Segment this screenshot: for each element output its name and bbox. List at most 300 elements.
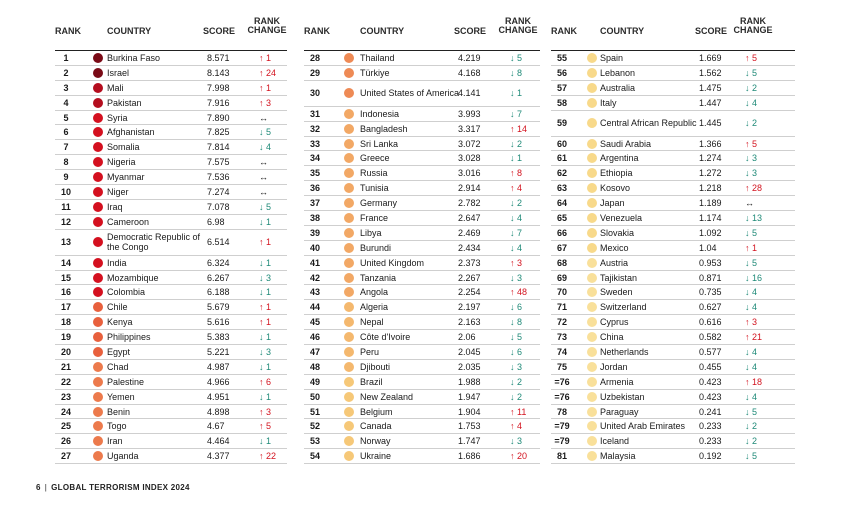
score-value: 1.947 <box>458 391 481 402</box>
rank-value: 24 <box>60 406 71 417</box>
table-row <box>304 256 540 271</box>
score-band-dot-icon <box>93 332 103 342</box>
score-value: 1.274 <box>699 153 722 164</box>
score-value: 0.735 <box>699 287 722 298</box>
table-header <box>304 14 540 50</box>
rank-change-value: ↓ 3 <box>510 436 523 447</box>
country-name: Cyprus <box>600 317 629 328</box>
score-value: 3.028 <box>458 153 481 164</box>
score-band-dot-icon <box>587 228 597 238</box>
table-row <box>55 405 287 420</box>
country-name: Iraq <box>107 201 123 212</box>
score-value: 4.898 <box>207 406 230 417</box>
score-band-dot-icon <box>344 362 354 372</box>
rank-value: 27 <box>60 451 71 462</box>
country-name: Russia <box>360 168 388 179</box>
country-name: Philippines <box>107 332 151 343</box>
country-name: Iceland <box>600 436 630 447</box>
country-name: Egypt <box>107 346 131 357</box>
score-value: 2.197 <box>458 302 481 313</box>
rank-value: 46 <box>309 332 320 343</box>
rank-value: 5 <box>63 112 69 123</box>
country-name: Brazil <box>360 376 383 387</box>
rank-value: 28 <box>309 52 320 63</box>
rank-change-value: ↓ 4 <box>745 287 758 298</box>
rank-value: 81 <box>556 451 567 462</box>
country-name: Syria <box>107 112 128 123</box>
score-value: 0.627 <box>699 302 722 313</box>
rank-value: 7 <box>63 142 69 153</box>
table-row <box>304 300 540 315</box>
country-name: Mozambique <box>107 272 159 283</box>
rank-change-value: ↓ 7 <box>510 108 523 119</box>
country-name: Switzerland <box>600 302 647 313</box>
score-band-dot-icon <box>587 139 597 149</box>
rank-change-value: ↓ 7 <box>510 227 523 238</box>
rank-change-value: ↓ 2 <box>510 376 523 387</box>
rank-change-value: ↔ <box>259 172 268 183</box>
country-name: Burundi <box>360 242 392 253</box>
score-band-dot-icon <box>587 317 597 327</box>
table-row <box>551 449 795 464</box>
rank-change-value: ↓ 5 <box>259 127 272 138</box>
rank-value: 69 <box>556 272 567 283</box>
score-value: 1.04 <box>699 242 717 253</box>
score-band-dot-icon <box>587 53 597 63</box>
score-band-dot-icon <box>93 237 103 247</box>
score-value: 4.464 <box>207 436 230 447</box>
country-name: Cameroon <box>107 216 150 227</box>
country-name: Palestine <box>107 376 145 387</box>
rank-value: 61 <box>556 153 567 164</box>
score-value: 2.434 <box>458 242 481 253</box>
score-value: 6.324 <box>207 257 230 268</box>
rank-value: 64 <box>556 198 567 209</box>
rank-value: 26 <box>60 436 71 447</box>
table-row <box>304 405 540 420</box>
country-name: Belgium <box>360 406 393 417</box>
table-row <box>551 226 795 241</box>
table-row <box>551 419 795 434</box>
rank-change-value: ↑ 20 <box>510 451 528 462</box>
rank-value: 11 <box>61 201 71 212</box>
rank-change-value: ↓ 3 <box>259 346 272 357</box>
score-value: 7.536 <box>207 172 230 183</box>
country-name: Yemen <box>107 391 135 402</box>
rank-change-value: ↓ 2 <box>745 436 758 447</box>
score-band-dot-icon <box>587 258 597 268</box>
country-name: Sri Lanka <box>360 138 399 149</box>
score-band-dot-icon <box>587 168 597 178</box>
rank-value: 39 <box>309 227 320 238</box>
score-value: 5.383 <box>207 332 230 343</box>
table-row <box>551 256 795 271</box>
score-value: 4.141 <box>458 88 481 99</box>
rank-change-value: ↓ 5 <box>745 257 758 268</box>
score-value: 1.904 <box>458 406 481 417</box>
rank-change-value: ↓ 5 <box>259 201 272 212</box>
score-band-dot-icon <box>93 142 103 152</box>
table-row <box>55 81 287 96</box>
score-band-dot-icon <box>93 53 103 63</box>
country-name: Bangladesh <box>360 123 408 134</box>
score-band-dot-icon <box>587 436 597 446</box>
rank-change-value: ↓ 1 <box>259 257 272 268</box>
table-row <box>304 330 540 345</box>
rank-change-value: ↓ 2 <box>510 391 523 402</box>
score-value: 1.174 <box>699 212 722 223</box>
score-band-dot-icon <box>587 392 597 402</box>
rank-value: 63 <box>556 183 567 194</box>
score-band-dot-icon <box>587 332 597 342</box>
country-name: Indonesia <box>360 108 400 119</box>
rank-value: 37 <box>309 198 320 209</box>
score-value: 1.747 <box>458 436 481 447</box>
table-row <box>304 196 540 211</box>
table-row <box>551 51 795 66</box>
table-row <box>304 81 540 107</box>
country-name: Chile <box>107 302 128 313</box>
country-name: Israel <box>107 67 130 78</box>
country-name: China <box>600 332 624 343</box>
rank-value: 14 <box>60 257 71 268</box>
table-row <box>551 181 795 196</box>
score-value: 2.045 <box>458 346 481 357</box>
country-name: Djibouti <box>360 361 391 372</box>
rank-value: 70 <box>556 287 567 298</box>
table-row <box>55 315 287 330</box>
score-band-dot-icon <box>344 139 354 149</box>
score-band-dot-icon <box>587 407 597 417</box>
rank-value: 42 <box>309 272 320 283</box>
rank-change-value: ↓ 1 <box>259 436 272 447</box>
country-name: Greece <box>360 153 390 164</box>
country-name: Tunisia <box>360 183 389 194</box>
score-band-dot-icon <box>93 377 103 387</box>
country-name: Democratic Republic of the Congo <box>107 232 201 253</box>
rank-change-value: ↓ 4 <box>745 97 758 108</box>
score-band-dot-icon <box>93 258 103 268</box>
table-row <box>551 96 795 111</box>
score-band-dot-icon <box>93 172 103 182</box>
rank-change-value: ↓ 13 <box>745 212 763 223</box>
rank-change-value: ↓ 4 <box>745 361 758 372</box>
rank-value: =76 <box>554 391 570 402</box>
rank-value: 3 <box>63 82 69 93</box>
rank-change-value: ↓ 5 <box>745 227 758 238</box>
score-band-dot-icon <box>344 124 354 134</box>
table-row <box>55 360 287 375</box>
score-band-dot-icon <box>344 377 354 387</box>
rank-change-value: ↑ 18 <box>745 376 763 387</box>
rank-value: 53 <box>309 436 320 447</box>
rank-change-value: ↑ 5 <box>745 52 758 63</box>
score-band-dot-icon <box>344 287 354 297</box>
table-row <box>304 151 540 166</box>
score-band-dot-icon <box>93 362 103 372</box>
score-value: 4.951 <box>207 391 230 402</box>
score-value: 0.241 <box>699 406 722 417</box>
score-value: 7.274 <box>207 186 230 197</box>
table-row <box>304 51 540 66</box>
rank-value: 75 <box>556 361 567 372</box>
table-row <box>551 375 795 390</box>
table-row <box>55 330 287 345</box>
rank-change-value: ↑ 6 <box>259 376 272 387</box>
score-value: 0.192 <box>699 451 722 462</box>
table-row <box>55 170 287 185</box>
country-name: United States of America <box>360 88 460 99</box>
rank-change-value: ↔ <box>259 112 268 123</box>
score-band-dot-icon <box>344 451 354 461</box>
country-name: Togo <box>107 421 127 432</box>
rank-value: 18 <box>60 317 71 328</box>
score-value: 3.317 <box>458 123 481 134</box>
rank-value: 35 <box>309 168 320 179</box>
table-row <box>304 345 540 360</box>
rank-value: 17 <box>60 302 71 313</box>
table-row <box>55 271 287 286</box>
table-row <box>304 226 540 241</box>
score-value: 1.562 <box>699 67 722 78</box>
score-value: 4.219 <box>458 52 481 63</box>
rank-change-value: ↓ 4 <box>745 391 758 402</box>
country-header: COUNTRY <box>107 26 152 36</box>
score-value: 7.890 <box>207 112 230 123</box>
country-name: Canada <box>360 421 392 432</box>
rank-change-value: ↓ 6 <box>510 302 523 313</box>
rank-value: 66 <box>556 227 567 238</box>
rank-change-value: ↓ 1 <box>510 88 523 99</box>
table-row <box>551 434 795 449</box>
score-value: 0.577 <box>699 346 722 357</box>
table-row <box>551 66 795 81</box>
score-value: 4.168 <box>458 67 481 78</box>
table-row <box>55 51 287 66</box>
country-name: Tajikistan <box>600 272 638 283</box>
rank-value: 73 <box>556 332 567 343</box>
rank-value: 13 <box>60 237 71 248</box>
table-row <box>551 137 795 152</box>
country-name: Türkiye <box>360 67 390 78</box>
table-row <box>304 449 540 464</box>
page-number: 6 <box>36 483 41 492</box>
score-value: 2.647 <box>458 212 481 223</box>
rank-value: 19 <box>60 332 71 343</box>
rank-value: 33 <box>309 138 320 149</box>
rank-change-value: ↑ 48 <box>510 287 528 298</box>
rank-value: 54 <box>309 451 320 462</box>
score-band-dot-icon <box>344 68 354 78</box>
country-name: Ethiopia <box>600 168 633 179</box>
score-value: 3.993 <box>458 108 481 119</box>
rank-change-value: ↓ 4 <box>745 346 758 357</box>
table-row <box>304 241 540 256</box>
rank-value: 23 <box>60 391 71 402</box>
table-row <box>304 107 540 122</box>
table-row <box>551 271 795 286</box>
rank-value: 47 <box>309 346 320 357</box>
page-footer <box>36 483 190 492</box>
score-band-dot-icon <box>93 187 103 197</box>
country-name: France <box>360 212 389 223</box>
score-value: 3.072 <box>458 138 481 149</box>
rank-value: 36 <box>309 183 320 194</box>
score-value: 4.987 <box>207 361 230 372</box>
rank-change-value: ↑ 3 <box>745 317 758 328</box>
rank-value: 38 <box>309 212 320 223</box>
country-name: Uzbekistan <box>600 391 645 402</box>
rank-value: 8 <box>63 157 69 168</box>
table-row <box>551 111 795 137</box>
score-band-dot-icon <box>344 332 354 342</box>
rank-value: 74 <box>556 346 567 357</box>
rank-value: 34 <box>309 153 320 164</box>
rank-value: 56 <box>556 67 567 78</box>
table-row <box>55 140 287 155</box>
rank-value: 4 <box>63 97 69 108</box>
table-row <box>55 96 287 111</box>
table-row <box>55 215 287 230</box>
score-band-dot-icon <box>344 317 354 327</box>
country-name: Mali <box>107 82 124 93</box>
score-value: 7.998 <box>207 82 230 93</box>
score-value: 0.582 <box>699 332 722 343</box>
country-name: Afghanistan <box>107 127 155 138</box>
rank-value: 67 <box>556 242 567 253</box>
score-value: 1.447 <box>699 97 722 108</box>
table-row <box>551 151 795 166</box>
rank-change-value: ↓ 1 <box>259 391 272 402</box>
rank-change-value: ↓ 3 <box>259 272 272 283</box>
rank-change-value: ↑ 5 <box>745 138 758 149</box>
rank-change-value: ↔ <box>259 186 268 197</box>
score-band-dot-icon <box>344 407 354 417</box>
rank-change-value: ↓ 3 <box>510 272 523 283</box>
country-name: Tanzania <box>360 272 397 283</box>
table-row <box>55 256 287 271</box>
table-body <box>304 50 540 464</box>
score-band-dot-icon <box>93 202 103 212</box>
rank-change-value: ↑ 1 <box>745 242 758 253</box>
score-value: 1.272 <box>699 168 722 179</box>
score-band-dot-icon <box>93 392 103 402</box>
score-band-dot-icon <box>344 273 354 283</box>
table-row <box>304 181 540 196</box>
rank-value: 40 <box>309 242 320 253</box>
rank-change-value: ↓ 2 <box>745 421 758 432</box>
score-band-dot-icon <box>587 287 597 297</box>
rank-change-value: ↑ 21 <box>745 332 763 343</box>
score-value: 1.669 <box>699 52 722 63</box>
rank-value: 29 <box>309 67 320 78</box>
country-name: Jordan <box>600 361 628 372</box>
rank-change-value: ↓ 2 <box>745 82 758 93</box>
score-band-dot-icon <box>587 68 597 78</box>
country-name: Kenya <box>107 317 133 328</box>
score-value: 6.188 <box>207 287 230 298</box>
score-band-dot-icon <box>587 347 597 357</box>
score-band-dot-icon <box>587 362 597 372</box>
rank-change-value: ↑ 4 <box>510 183 523 194</box>
table-row <box>55 345 287 360</box>
country-name: Libya <box>360 227 382 238</box>
score-value: 2.373 <box>458 257 481 268</box>
rank-value: =76 <box>554 376 570 387</box>
score-value: 2.267 <box>458 272 481 283</box>
ranking-column-1 <box>55 14 287 464</box>
rank-value: 22 <box>60 376 71 387</box>
score-band-dot-icon <box>587 153 597 163</box>
ranking-column-3 <box>551 14 795 464</box>
table-body <box>551 50 795 464</box>
country-name: Argentina <box>600 153 639 164</box>
table-row <box>304 390 540 405</box>
table-row <box>304 285 540 300</box>
table-row <box>551 241 795 256</box>
score-band-dot-icon <box>93 68 103 78</box>
rank-change-value: ↑ 1 <box>259 237 272 248</box>
rank-change-value: ↔ <box>745 198 754 209</box>
score-band-dot-icon <box>344 243 354 253</box>
country-name: Armenia <box>600 376 634 387</box>
table-row <box>304 137 540 152</box>
rank-change-value: ↓ 5 <box>510 52 523 63</box>
rank-value: 58 <box>556 97 567 108</box>
score-value: 7.814 <box>207 142 230 153</box>
country-name: India <box>107 257 127 268</box>
table-row <box>551 315 795 330</box>
rank-change-value: ↓ 3 <box>745 153 758 164</box>
score-band-dot-icon <box>93 421 103 431</box>
rank-change-value: ↓ 4 <box>510 242 523 253</box>
score-band-dot-icon <box>587 198 597 208</box>
score-band-dot-icon <box>344 88 354 98</box>
table-row <box>304 166 540 181</box>
score-band-dot-icon <box>344 421 354 431</box>
table-row <box>55 185 287 200</box>
rank-change-header: RANK CHANGE <box>498 16 538 35</box>
table-row <box>304 315 540 330</box>
table-row <box>304 434 540 449</box>
score-band-dot-icon <box>93 317 103 327</box>
score-value: 1.686 <box>458 451 481 462</box>
score-value: 8.571 <box>207 52 230 63</box>
country-name: New Zealand <box>360 391 414 402</box>
table-row <box>551 345 795 360</box>
score-value: 5.616 <box>207 317 230 328</box>
rank-change-value: ↓ 4 <box>745 302 758 313</box>
score-value: 2.469 <box>458 227 481 238</box>
rank-value: 41 <box>309 257 320 268</box>
score-band-dot-icon <box>344 213 354 223</box>
table-row <box>55 200 287 215</box>
rank-value: 62 <box>556 168 567 179</box>
rank-value: 6 <box>63 127 69 138</box>
rank-change-value: ↓ 3 <box>745 168 758 179</box>
country-name: Germany <box>360 198 398 209</box>
score-band-dot-icon <box>93 98 103 108</box>
rank-value: 72 <box>556 317 567 328</box>
footer-separator: | <box>44 483 48 492</box>
country-name: Central African Republic <box>600 118 697 129</box>
table-row <box>55 125 287 140</box>
score-value: 1.092 <box>699 227 722 238</box>
score-band-dot-icon <box>93 273 103 283</box>
score-value: 1.366 <box>699 138 722 149</box>
score-value: 2.035 <box>458 361 481 372</box>
rank-value: 52 <box>309 421 320 432</box>
